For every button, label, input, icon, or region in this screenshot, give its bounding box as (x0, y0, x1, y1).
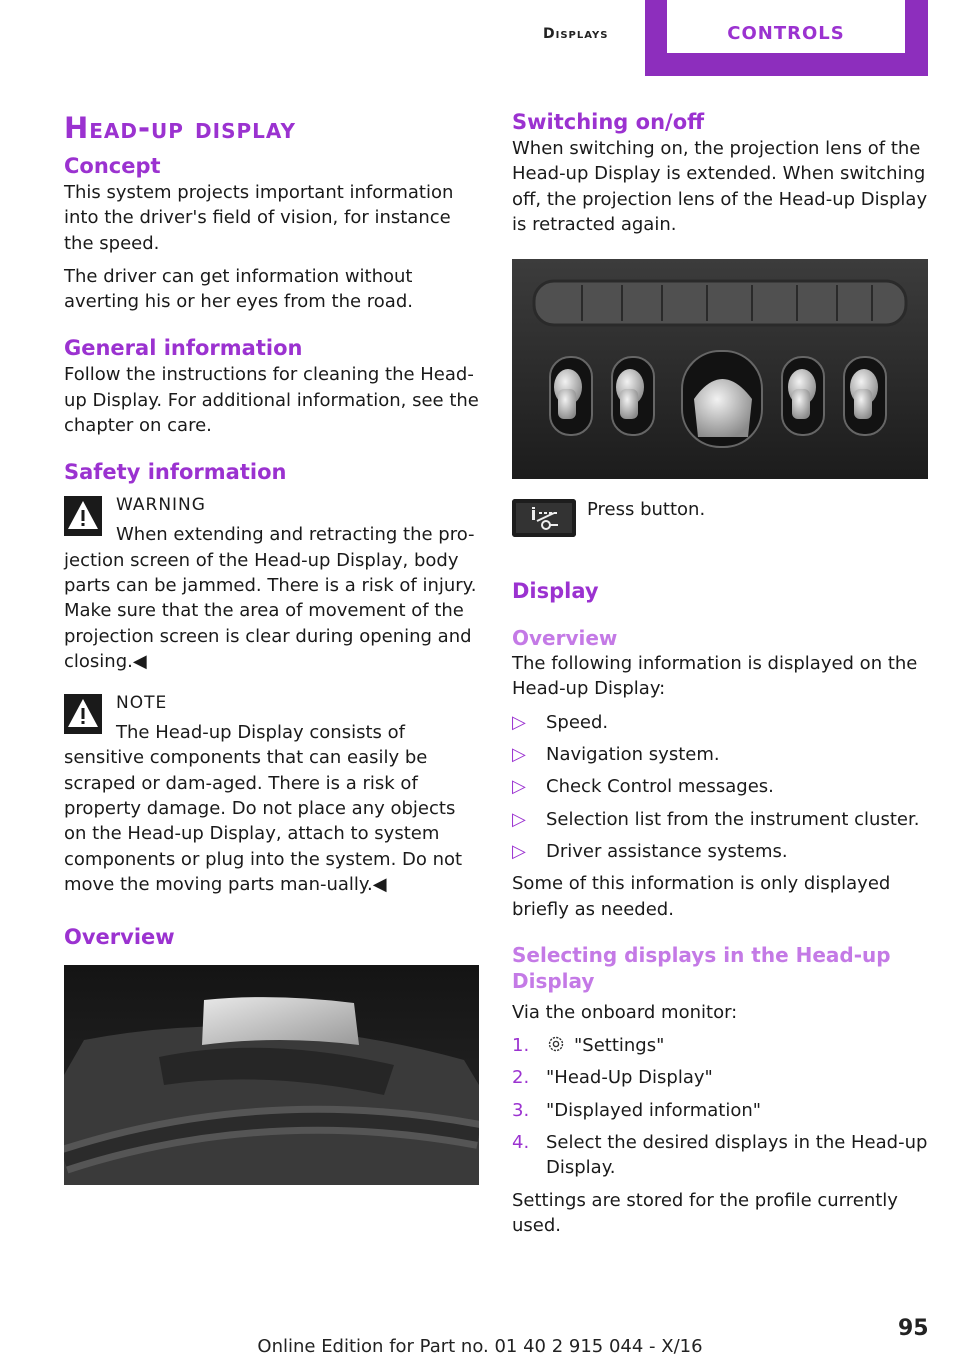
list-item: 4. Select the desired displays in the Head-up Display. (512, 1132, 928, 1179)
chapter-tab (645, 0, 928, 76)
chapter-tab-label: CONTROLS (667, 0, 905, 53)
list-item: ▷ Speed. (512, 710, 928, 735)
head-up-display-photo (64, 965, 479, 1185)
note-label: NOTE (116, 693, 168, 714)
concept-paragraph-1: This system projects important information into the driver's field of vision, for instance the speed. (64, 182, 454, 254)
warning-triangle-icon (64, 496, 102, 536)
warning-label: WARNING (116, 495, 206, 516)
right-column (512, 108, 928, 1246)
button-instruction (512, 499, 928, 555)
note-block (64, 692, 479, 897)
page-title: Head-up display (64, 111, 296, 145)
concept-heading: Concept (64, 154, 161, 178)
switching-paragraph: When switching on, the projection lens of the Head-up Display is extended. When switching off, the projection lens of the Head-up Display is retracted again. (512, 138, 928, 235)
head-up-display-button-icon (512, 499, 576, 537)
triangle-bullet-icon: ▷ (512, 776, 526, 798)
note-text: The Head-up Display consists of sensitive components that can easily be scraped or dam-aged. There is a risk of property damage. Do not place any objects on the Head-up Display, attach to system components or plug into the system. Do not move the moving parts man-ually.◀ (64, 722, 463, 895)
settings-gear-icon (546, 1034, 566, 1054)
list-item: ▷ Driver assistance systems. (512, 839, 928, 864)
display-heading: Display (512, 579, 599, 604)
running-section-title: Displays (543, 26, 609, 42)
selecting-steps-list (512, 1033, 928, 1180)
control-buttons-photo (512, 259, 928, 479)
display-overview-heading: Overview (512, 626, 618, 651)
concept-paragraph-2: The driver can get information without averting his or her eyes from the road. (64, 265, 413, 313)
selecting-intro: Via the onboard monitor: (512, 1001, 738, 1023)
triangle-bullet-icon: ▷ (512, 808, 526, 830)
button-caption: Press button. (587, 499, 706, 521)
safety-information-heading: Safety information (64, 460, 287, 485)
list-item: 3. "Displayed information" (512, 1099, 762, 1121)
warning-text: When extending and retracting the pro-jection screen of the Head-up Display, body parts can be jammed. There is a risk of injury. Make sure that the area of movement of the projection screen is clear during opening and closing.◀ (64, 524, 477, 672)
selecting-displays-heading: Selecting displays in the Head-up Display (512, 942, 891, 993)
list-item: ▷ Navigation system. (512, 742, 928, 767)
triangle-bullet-icon: ▷ (512, 711, 526, 733)
triangle-bullet-icon: ▷ (512, 744, 526, 766)
settings-stored-paragraph: Settings are stored for the profile currently used. (512, 1189, 898, 1236)
edition-footer: Online Edition for Part no. 01 40 2 915 044 - X/16 (257, 1336, 703, 1357)
warning-triangle-icon (64, 694, 102, 734)
list-item: ▷ Selection list from the instrument cluster. (512, 807, 928, 832)
general-information-heading: General information (64, 336, 303, 361)
switching-heading: Switching on/off (512, 110, 705, 134)
page-number: 95 (898, 1316, 929, 1341)
list-item: 1. "Settings" (512, 1035, 665, 1057)
display-items-list (512, 710, 928, 864)
warning-block (64, 494, 479, 674)
display-overview-paragraph: The following information is displayed on the Head-up Display: (512, 653, 918, 700)
general-information-paragraph: Follow the instructions for cleaning the Head-up Display. For additional information, see the chapter on care. (64, 364, 479, 437)
list-item: ▷ Check Control messages. (512, 774, 928, 799)
triangle-bullet-icon: ▷ (512, 840, 526, 862)
left-column (64, 108, 479, 1189)
list-item: 2. "Head-Up Display" (512, 1067, 713, 1089)
display-note-paragraph: Some of this information is only displayed briefly as needed. (512, 873, 891, 920)
overview-heading: Overview (64, 925, 175, 950)
